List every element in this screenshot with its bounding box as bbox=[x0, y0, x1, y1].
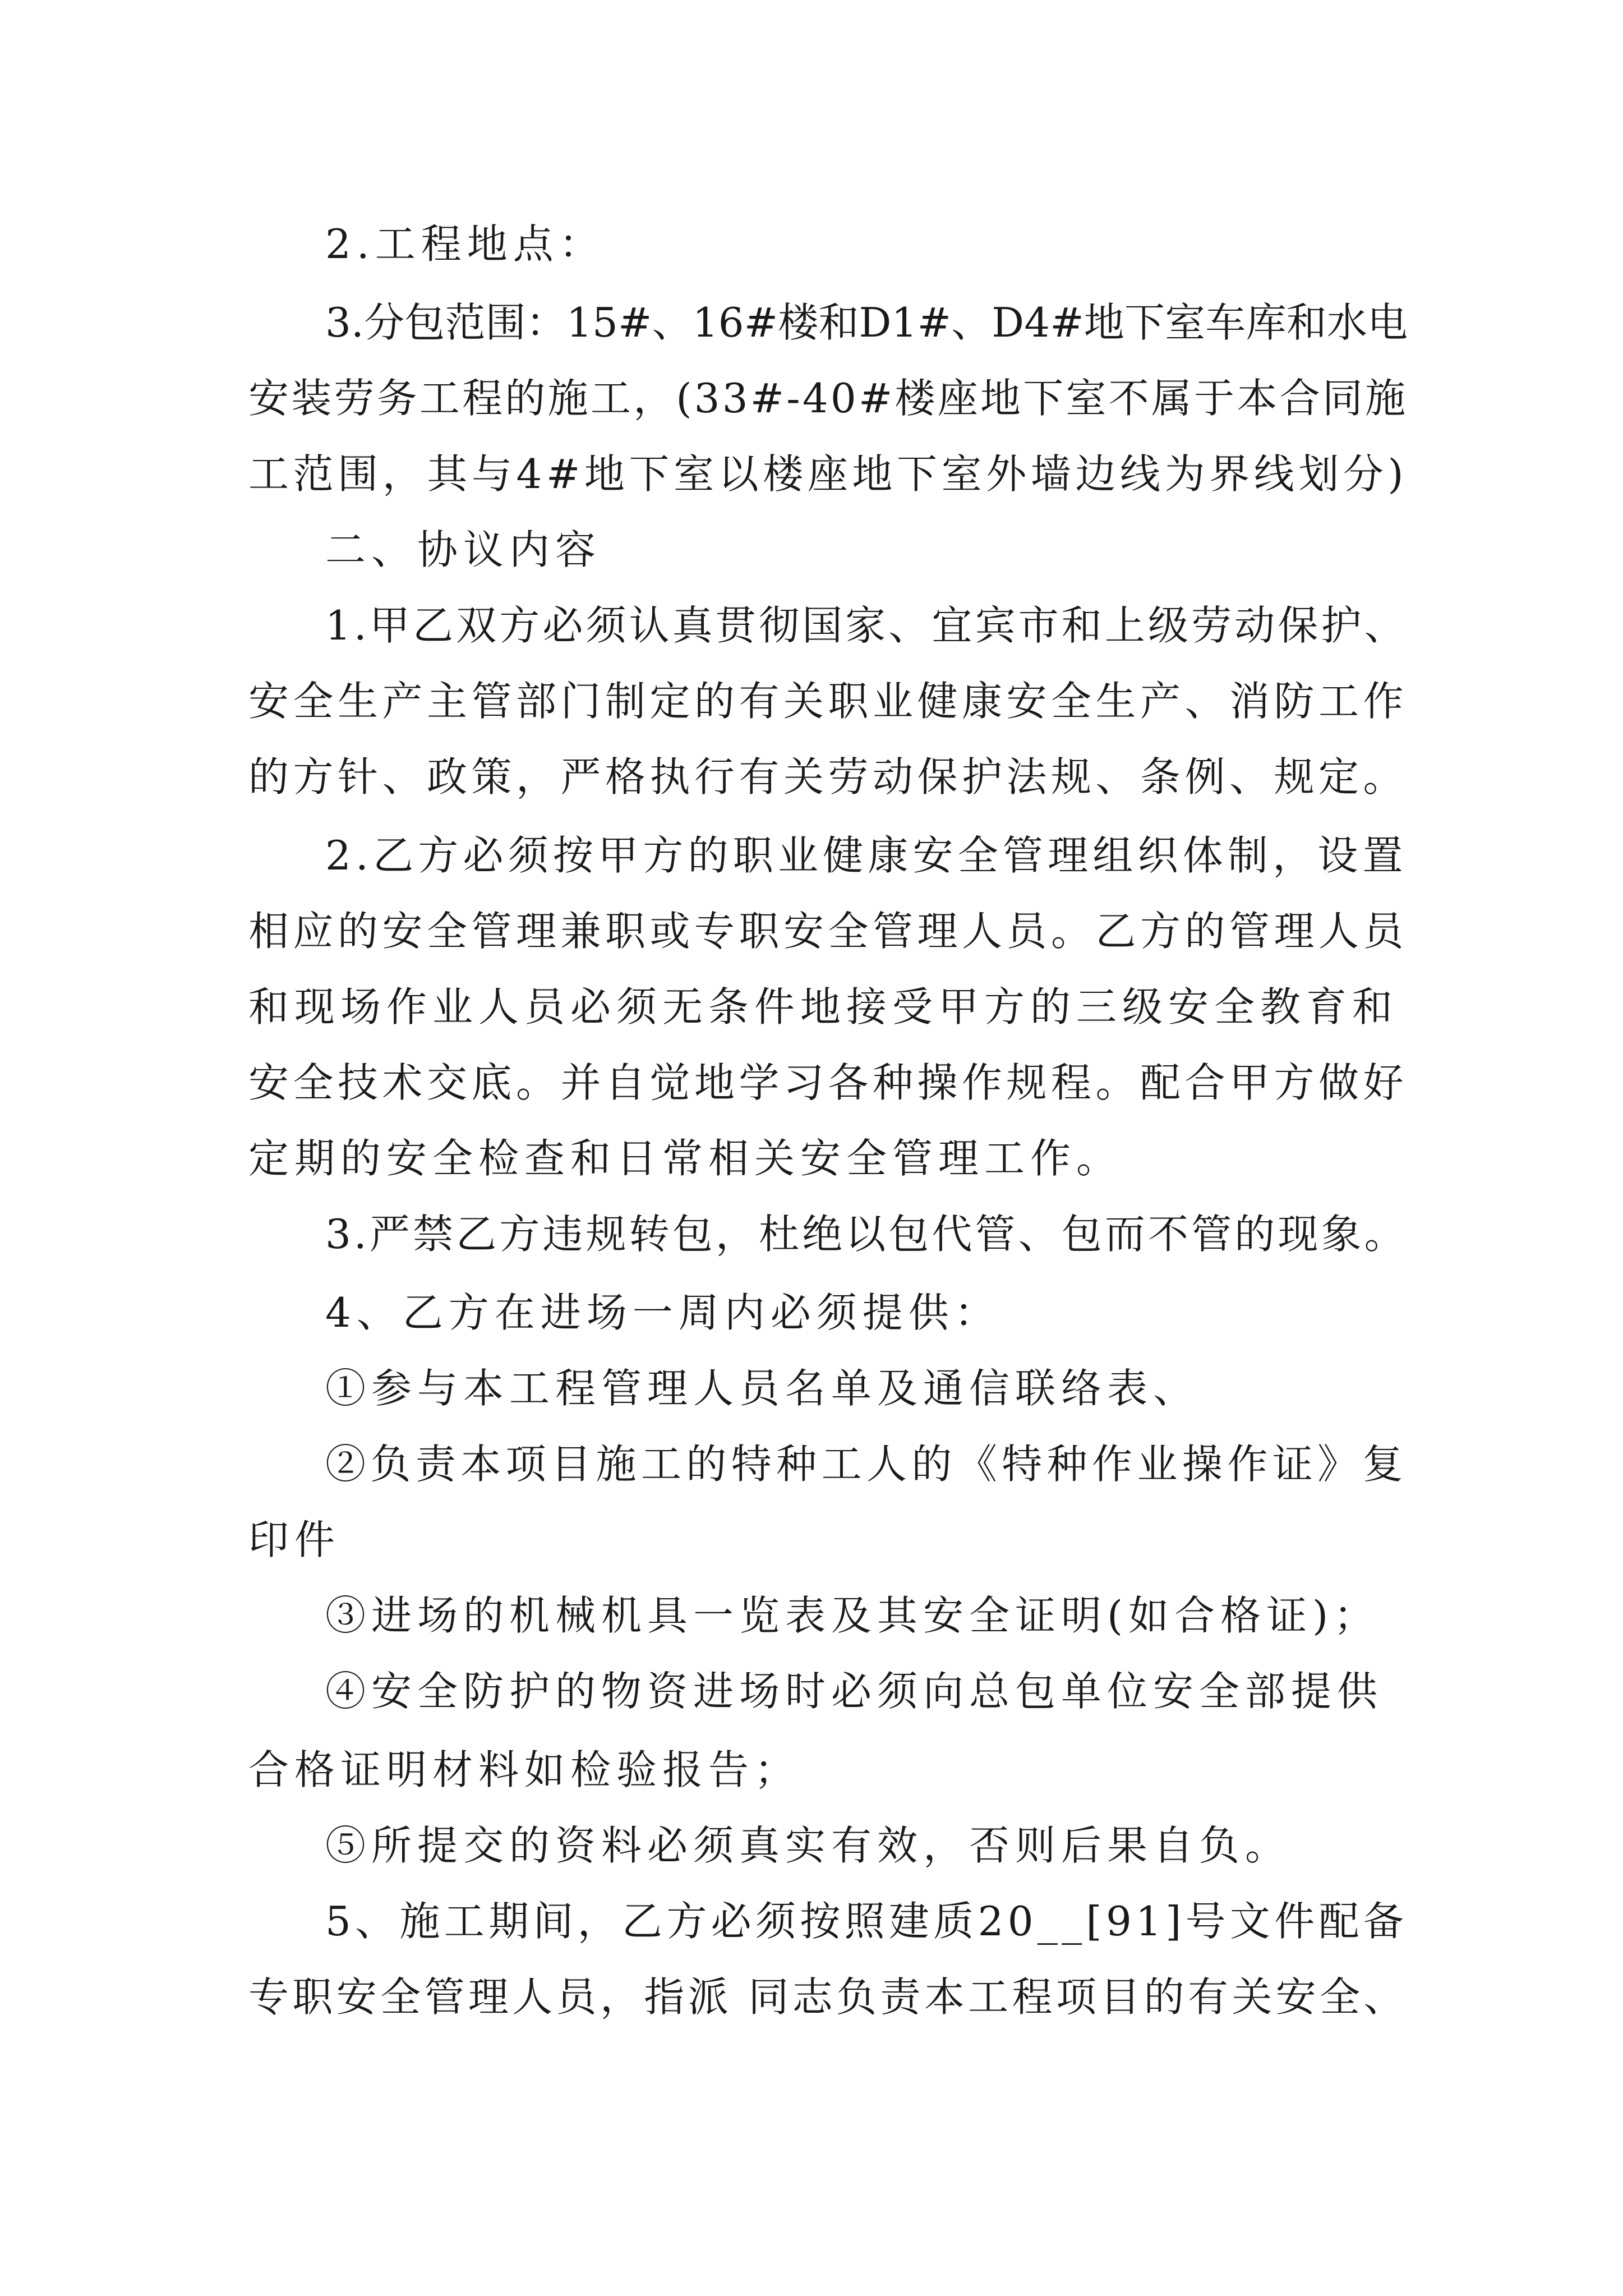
text-line: 和现场作业人员必须无条件地接受甲方的三级安全教育和 bbox=[248, 983, 1399, 1030]
text-line: 4、乙方在进场一周内必须提供： bbox=[325, 1289, 1000, 1336]
text-line: 3.分包范围：15#、16#楼和D1#、D4#地下室车库和水电 bbox=[325, 299, 1408, 346]
list-item: ①参与本工程管理人员名单及通信联络表、 bbox=[325, 1365, 1200, 1412]
text-line: 2.工程地点： bbox=[325, 220, 605, 268]
text-line: 相应的安全管理兼职或专职安全管理人员。乙方的管理人员 bbox=[248, 908, 1408, 955]
text-line: 定期的安全检查和日常相关安全管理工作。 bbox=[248, 1135, 1123, 1182]
text-line: 工范围，其与4#地下室以楼座地下室外墙边线为界线划分) bbox=[248, 450, 1408, 498]
text-line: 印件 bbox=[248, 1516, 341, 1563]
text-line: 专职安全管理人员，指派 同志负责本工程项目的有关安全、 bbox=[248, 1973, 1408, 2021]
text-line: 安装劳务工程的施工，(33#-40#楼座地下室不属于本合同施 bbox=[248, 375, 1408, 422]
section-heading: 二、协议内容 bbox=[325, 526, 602, 573]
list-item: ⑤所提交的资料必须真实有效，否则后果自负。 bbox=[325, 1822, 1292, 1869]
text-line: 3.严禁乙方违规转包，杜绝以包代管、包而不管的现象。 bbox=[325, 1211, 1408, 1258]
text-line: 合格证明材料如检验报告； bbox=[248, 1746, 801, 1793]
list-item: ②负责本项目施工的特种工人的《特种作业操作证》复 bbox=[325, 1441, 1408, 1488]
text-line: 5、施工期间，乙方必须按照建质20__[91]号文件配备 bbox=[325, 1898, 1408, 1945]
text-line: 2.乙方必须按甲方的职业健康安全管理组织体制，设置 bbox=[325, 832, 1408, 879]
text-line: 安全生产主管部门制定的有关职业健康安全生产、消防工作 bbox=[248, 678, 1408, 725]
text-line: 1.甲乙双方必须认真贯彻国家、宜宾市和上级劳动保护、 bbox=[325, 602, 1408, 649]
list-item: ③进场的机械机具一览表及其安全证明(如合格证)； bbox=[325, 1592, 1380, 1639]
list-item: ④安全防护的物资进场时必须向总包单位安全部提供 bbox=[325, 1668, 1384, 1715]
text-line: 的方针、政策，严格执行有关劳动保护法规、条例、规定。 bbox=[248, 753, 1408, 800]
text-line: 安全技术交底。并自觉地学习各种操作规程。配合甲方做好 bbox=[248, 1059, 1408, 1106]
